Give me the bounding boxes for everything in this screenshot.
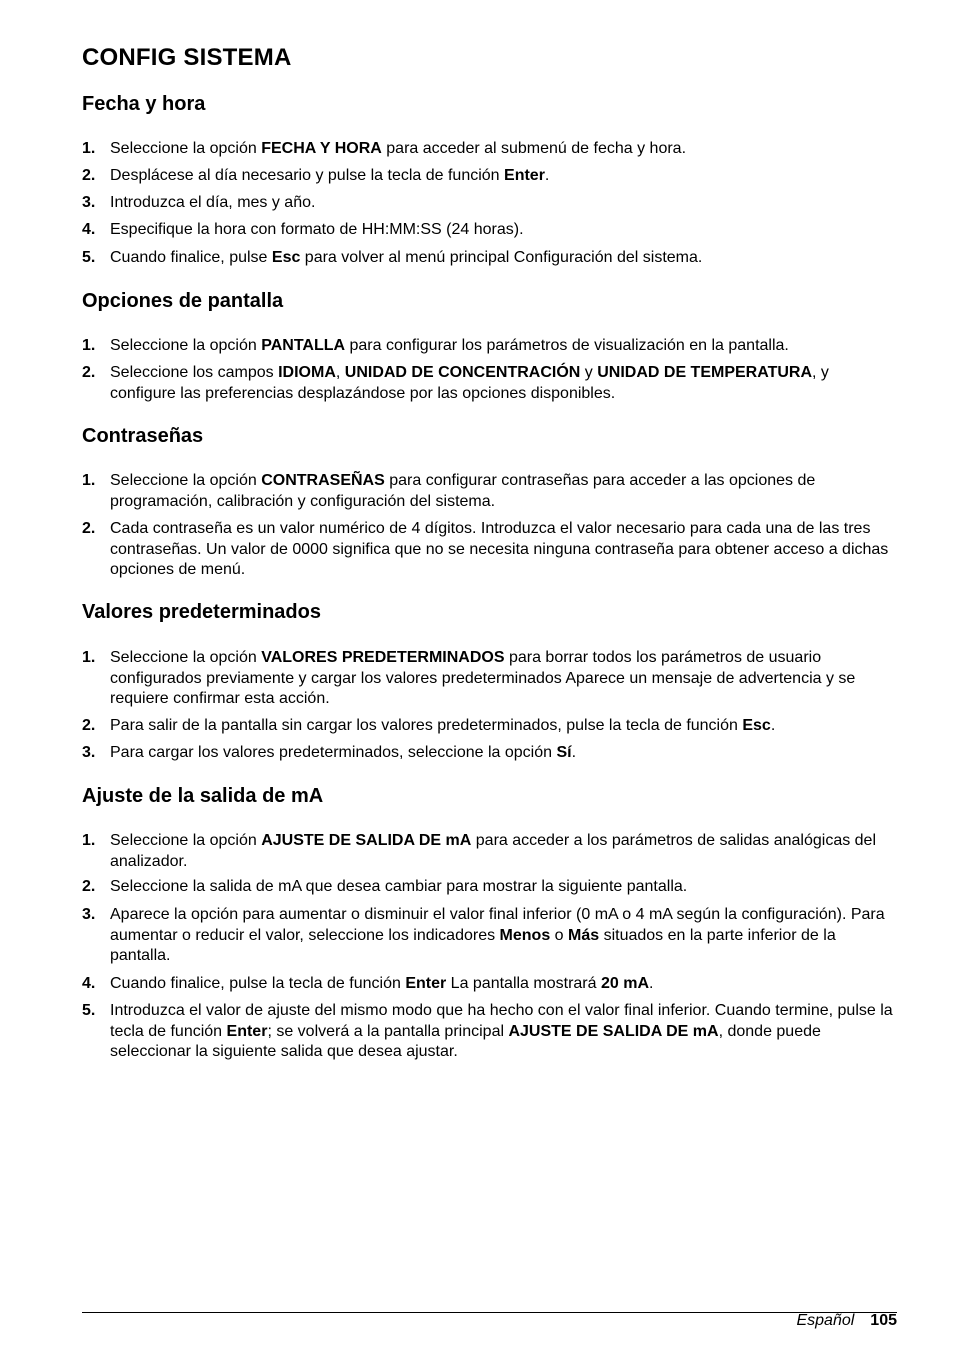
item-number: 4. <box>82 975 96 992</box>
list-item <box>82 166 897 187</box>
text-run: , donde puede seleccionar la siguiente salida que desea ajustar. <box>110 1022 821 1060</box>
item-text <box>110 877 897 898</box>
bold-term: Enter <box>504 167 545 184</box>
list-item <box>82 648 897 710</box>
bold-term: Esc <box>271 249 301 266</box>
text-run: Introduzca el día, mes y año. <box>110 194 316 211</box>
text-run: Para cargar los valores predeterminados, seleccione la opción <box>110 744 557 761</box>
bold-term: Más <box>568 926 600 944</box>
text-run: . <box>571 744 577 761</box>
text-run: . <box>649 975 654 992</box>
item-text <box>110 363 897 404</box>
text-run: para configurar los parámetros de visualización en la pantalla. <box>345 337 789 354</box>
item-text <box>110 519 897 581</box>
item-number: 4. <box>82 221 96 238</box>
text-run: Especifique la hora con formato de HH:MM:SS (24 horas). <box>110 221 524 238</box>
text-run: Seleccione la opción <box>110 337 262 354</box>
item-text <box>110 831 897 872</box>
text-run: Cuando finalice, pulse <box>110 249 272 266</box>
text-run: Cuando finalice, pulse la tecla de función <box>110 975 406 992</box>
item-number: 2. <box>82 717 96 734</box>
page-title: CONFIG SISTEMA <box>82 44 292 71</box>
item-text <box>110 648 897 710</box>
text-run: Seleccione la opción <box>110 832 262 849</box>
item-number: 2. <box>82 167 96 184</box>
bold-term: UNIDAD DE CONCENTRACIÓN <box>344 364 581 381</box>
bold-term: Enter <box>226 1022 268 1040</box>
text-run: La pantalla mostrará <box>446 975 601 992</box>
list-item <box>82 519 897 581</box>
text-run: situados en la parte inferior de la pantalla. <box>110 926 836 964</box>
list-item <box>82 905 897 967</box>
item-number: 5. <box>82 249 96 266</box>
list-item <box>82 336 897 357</box>
item-number: 1. <box>82 140 96 157</box>
item-text <box>110 336 897 357</box>
page-number: 105 <box>870 1312 897 1329</box>
list-item <box>82 363 897 404</box>
footer-divider <box>82 1312 897 1313</box>
text-run: Seleccione la salida de mA que desea cambiar para mostrar la siguiente pantalla. <box>110 878 688 895</box>
list-item <box>82 974 897 995</box>
bold-term: Sí <box>556 744 572 761</box>
bold-term: Enter <box>405 975 447 992</box>
list-item <box>82 743 897 764</box>
item-text <box>110 248 897 269</box>
section-heading-opciones-de-pantalla: Opciones de pantalla <box>82 290 284 312</box>
item-text <box>110 471 897 512</box>
section-heading-contrasenas: Contraseñas <box>82 425 204 447</box>
bold-term: UNIDAD DE TEMPERATURA <box>597 364 813 381</box>
text-run: , y configure las preferencias desplazándose por las opciones disponibles. <box>110 364 829 402</box>
text-run: Cada contraseña es un valor numérico de 4 dígitos. Introduzca el valor necesario para cada una de las tres contraseñas. Un valor de 0000 significa que no se necesita ninguna contraseña para obtener acceso a dichas opciones de menú. <box>110 520 889 578</box>
text-run: Aparece la opción para aumentar o disminuir el valor final inferior (0 mA o 4 mA según la configuración). Para aumentar o reducir el valor, seleccione los indicadores <box>110 906 885 944</box>
bold-term: PANTALLA <box>261 337 346 354</box>
item-text <box>110 1001 897 1063</box>
item-text <box>110 139 897 160</box>
item-text <box>110 166 897 187</box>
section-heading-valores-predeterminados: Valores predeterminados <box>82 601 321 623</box>
bold-term: VALORES PREDETERMINADOS <box>261 649 505 666</box>
bold-term: AJUSTE DE SALIDA DE mA <box>261 832 472 849</box>
text-run: . <box>770 717 776 734</box>
text-run: Seleccione los campos <box>110 364 279 381</box>
item-text <box>110 220 897 241</box>
item-number: 3. <box>82 906 96 923</box>
list-item <box>82 220 897 241</box>
list-item <box>82 831 897 872</box>
text-run: , <box>335 364 345 381</box>
page-footer <box>796 1312 897 1330</box>
bold-term: 20 mA <box>600 975 649 992</box>
list-item <box>82 1001 897 1063</box>
text-run: ; se volverá a la pantalla principal <box>267 1022 509 1040</box>
bold-term: FECHA Y HORA <box>261 140 382 157</box>
item-text <box>110 974 897 995</box>
text-run: y <box>580 364 598 381</box>
list-item <box>82 716 897 737</box>
item-number: 5. <box>82 1002 96 1019</box>
text-run: para borrar todos los parámetros de usuario configurados previamente y cargar los valores predeterminados Aparece un mensaje de advertencia y se requiere confirmar esta acción. <box>110 649 856 707</box>
text-run: Seleccione la opción <box>110 140 262 157</box>
list-item <box>82 471 897 512</box>
list-item <box>82 139 897 160</box>
item-text <box>110 905 897 967</box>
text-run: Para salir de la pantalla sin cargar los valores predeterminados, pulse la tecla de función <box>110 717 743 734</box>
bold-term: AJUSTE DE SALIDA DE mA <box>508 1022 719 1040</box>
item-number: 3. <box>82 194 96 211</box>
text-run: Desplácese al día necesario y pulse la tecla de función <box>110 167 505 184</box>
bold-term: Esc <box>742 717 771 734</box>
section-heading-fecha-y-hora: Fecha y hora <box>82 93 206 115</box>
item-number: 2. <box>82 364 96 381</box>
text-run: para configurar contraseñas para acceder a las opciones de programación, calibración y configuración del sistema. <box>110 472 816 510</box>
item-text <box>110 193 897 214</box>
item-number: 1. <box>82 472 96 489</box>
item-number: 2. <box>82 520 96 537</box>
text-run: para acceder al submenú de fecha y hora. <box>381 140 687 157</box>
section-heading-ajuste-salida-ma: Ajuste de la salida de mA <box>82 785 324 807</box>
footer-language: Español <box>796 1312 855 1329</box>
bold-term: IDIOMA <box>278 364 336 381</box>
bold-term: Menos <box>499 926 551 944</box>
text-run: . <box>544 167 550 184</box>
item-number: 1. <box>82 337 96 354</box>
list-item <box>82 248 897 269</box>
item-number: 2. <box>82 878 96 895</box>
list-item <box>82 877 897 898</box>
text-run: Seleccione la opción <box>110 472 262 489</box>
list-item <box>82 193 897 214</box>
item-number: 3. <box>82 744 96 761</box>
text-run: para volver al menú principal Configuración del sistema. <box>300 249 703 266</box>
item-text <box>110 743 897 764</box>
bold-term: CONTRASEÑAS <box>261 472 385 489</box>
item-number: 1. <box>82 832 96 849</box>
text-run: Introduzca el valor de ajuste del mismo modo que ha hecho con el valor final inferior. Cuando termine, pulse la tecla de función <box>110 1002 893 1040</box>
text-run: para acceder a los parámetros de salidas analógicas del analizador. <box>110 832 877 870</box>
text-run: Seleccione la opción <box>110 649 262 666</box>
item-text <box>110 716 897 737</box>
item-number: 1. <box>82 649 96 666</box>
text-run: o <box>550 926 569 944</box>
